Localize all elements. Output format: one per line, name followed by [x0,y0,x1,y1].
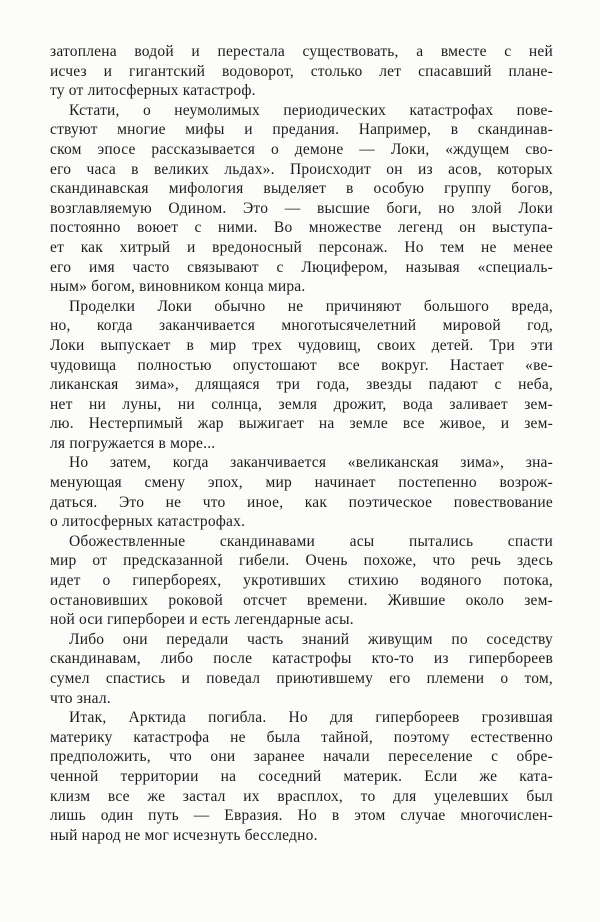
text-line: его имя часто связывают с Люцифером, называя «специаль- [50,258,553,276]
text-line: его часа в великих льдах». Происходит он из асов, которых [50,160,553,178]
text-line: сумел спастись и поведал приютившему его племени о том, [50,670,553,687]
text-line: затоплена водой и перестала существовать, а вместе с ней [50,43,553,60]
text-line: Обожествленные скандинавами асы пытались спасти [69,532,553,550]
paragraph [50,42,553,101]
text-line: возглавляемую Одином. Это — высшие боги, но злой Локи [50,199,553,217]
text-line: клизм все же застал их врасплох, то для уцелевших был [50,787,553,805]
text-line: Проделки Локи обычно не причиняют большого вреда, [69,297,553,315]
text-line: Либо они передали часть знаний живущим по соседству [69,630,553,648]
text-line: исчез и гигантский водоворот, столько лет спасавший плане- [50,62,553,80]
text-line: ет как хитрый и вредоносный персонаж. Но тем не менее [50,238,553,256]
text-line: ствуют многие мифы и предания. Например, в скандинав- [50,121,553,139]
text-line: менующая смену эпох, мир начинает постепенно возрож- [50,474,553,492]
text-line: Кстати, о неумолимых периодических катастрофах пове- [69,101,553,119]
text-line: идет о гипербореях, укротивших стихию водяного потока, [50,572,553,590]
text-line: ным» богом, виновником конца мира. [50,278,306,296]
page-text-block [50,42,553,845]
text-line: но, когда заканчивается многотысячелетний мировой год, [50,317,553,335]
text-line: нет ни луны, ни солнца, земля дрожит, вода заливает зем- [50,395,553,413]
text-line: ту от литосферных катастроф. [50,82,256,100]
text-line: Локи выпускает в мир трех чудовищ, своих детей. Три эти [50,336,553,354]
text-line: ный народ не мог исчезнуть бесследно. [50,826,318,844]
text-line: скандинавам, либо после катастрофы кто-то из гипербореев [50,650,553,668]
text-line: ченной территории на соседний материк. Если же ката- [50,767,553,785]
text-line: предположить, что они заранее начали переселение с обре- [50,748,553,766]
paragraph [50,708,553,845]
text-line: Но затем, когда заканчивается «великанская зима», зна- [69,454,553,472]
text-line: ском эпосе рассказывается о демоне — Локи, «ждущем сво- [50,140,553,158]
paragraph [50,630,553,708]
paragraph [50,453,553,531]
text-line: скандинавская мифология выделяет в особую группу богов, [50,180,553,198]
text-line: мир от предсказанной гибели. Очень похоже, что речь здесь [50,552,553,570]
paragraph [50,297,553,454]
text-line: даться. Это не что иное, как поэтическое повествование [50,493,553,511]
text-line: ля погружается в море... [50,434,216,452]
text-line: чудовища полностью опустошают все вокруг. Настает «ве- [50,356,553,374]
text-line: что знал. [50,689,111,707]
paragraph [50,532,553,630]
text-line: Итак, Арктида погибла. Но для гипербореев грозившая [69,709,553,727]
text-line: лишь один путь — Евразия. Но в этом случае многочислен- [50,807,553,825]
text-line: постоянно воюет с ними. Во множестве легенд он выступа- [50,219,553,237]
text-line: ной оси гипербореи и есть легендарные асы. [50,611,354,629]
text-line: остановивших роковой отсчет времени. Жившие около зем- [50,591,553,609]
text-line: ликанская зима», длящаяся три года, звезды падают с неба, [50,376,553,394]
text-line: материку катастрофа не была тайной, поэтому естественно [50,728,553,746]
text-line: лю. Нестерпимый жар выжигает на земле все живое, и зем- [50,415,553,433]
paragraph [50,101,553,297]
text-line: о литосферных катастрофах. [50,513,246,531]
